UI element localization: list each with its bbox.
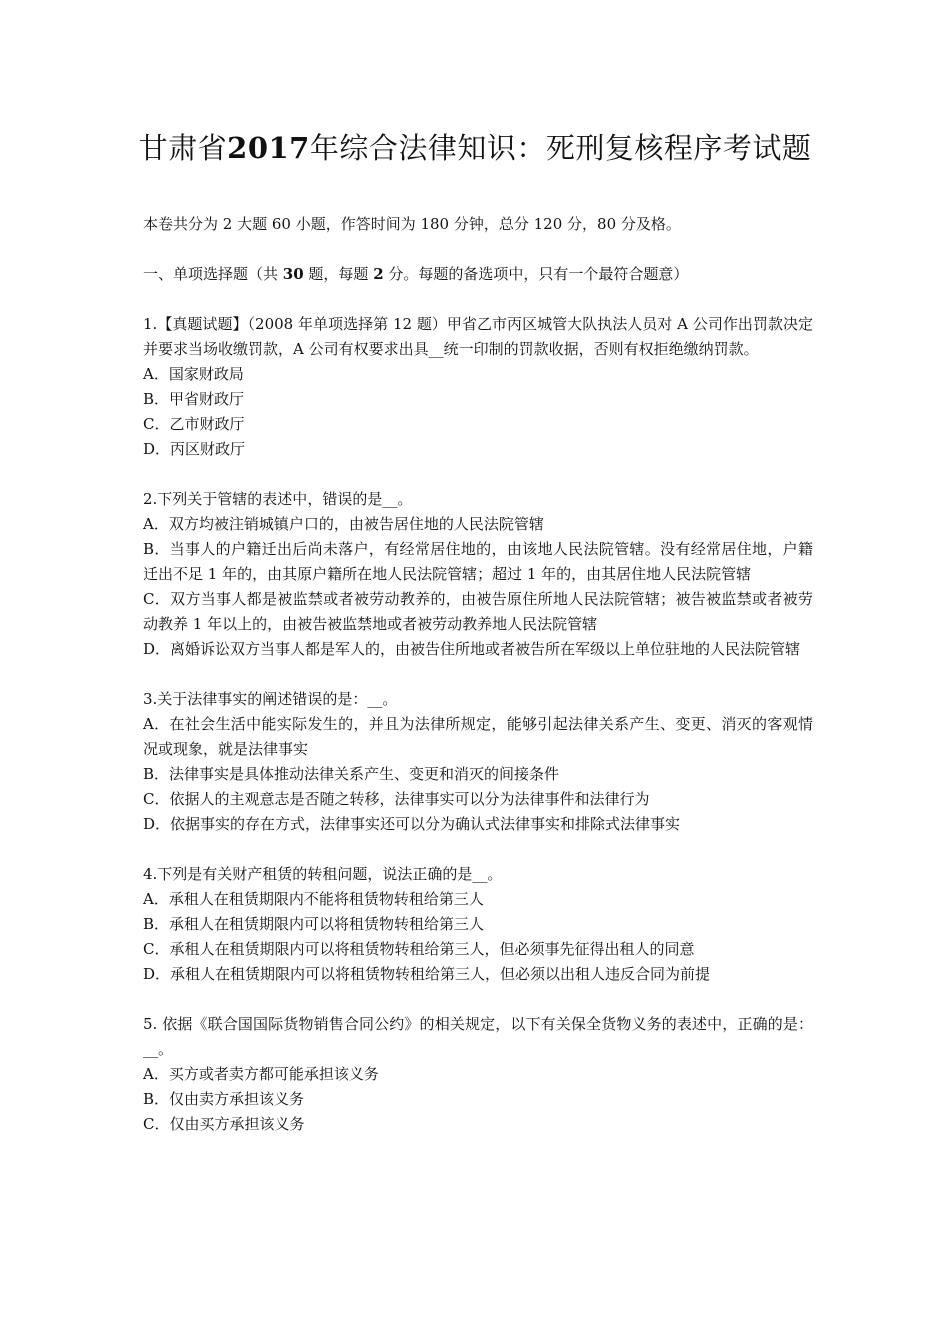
question-1 — [143, 312, 813, 462]
document-body — [143, 212, 813, 1162]
option-b: B．当事人的户籍迁出后尚未落户，有经常居住地的，由该地人民法院管辖。没有经常居住地，户籍迁出不足 1 年的，由其原户籍所在地人民法院管辖；超过 1 年的，由其居住地人民法院管辖 — [143, 540, 813, 583]
question-5 — [143, 1012, 813, 1137]
question-2 — [143, 487, 813, 662]
title-suffix: 年综合法律知识：死刑复核程序考试题 — [309, 131, 812, 165]
option-b: B．甲省财政厅 — [143, 390, 245, 408]
question-4 — [143, 862, 813, 987]
option-a: A．双方均被注销城镇户口的，由被告居住地的人民法院管辖 — [143, 515, 544, 533]
option-b: B．法律事实是具体推动法律关系产生、变更和消灭的间接条件 — [143, 765, 560, 783]
option-d: D．丙区财政厅 — [143, 440, 246, 458]
section-heading-part: 一、单项选择题（共 — [143, 265, 283, 283]
section-heading-part: 题，每题 — [303, 265, 374, 283]
question-stem: 5. 依据《联合国国际货物销售合同公约》的相关规定，以下有关保全货物义务的表述中，正确的是：__。 — [143, 1015, 813, 1058]
option-b: B．承租人在租赁期限内可以将租赁物转租给第三人 — [143, 915, 485, 933]
option-c: C．承租人在租赁期限内可以将租赁物转租给第三人，但必须事先征得出租人的同意 — [143, 940, 695, 958]
option-c: C．依据人的主观意志是否随之转移，法律事实可以分为法律事件和法律行为 — [143, 790, 650, 808]
question-stem: 2.下列关于管辖的表述中，错误的是__。 — [143, 490, 413, 508]
option-d: D．承租人在租赁期限内可以将租赁物转租给第三人，但必须以出租人违反合同为前提 — [143, 965, 711, 983]
option-d: D．离婚诉讼双方当事人都是军人的，由被告住所地或者被告所在军级以上单位驻地的人民法院管辖 — [143, 640, 801, 658]
option-c: C．乙市财政厅 — [143, 415, 245, 433]
question-3 — [143, 687, 813, 837]
option-b: B．仅由卖方承担该义务 — [143, 1090, 305, 1108]
option-d: D．依据事实的存在方式，法律事实还可以分为确认式法律事实和排除式法律事实 — [143, 815, 681, 833]
section-question-count: 30 — [282, 265, 304, 283]
exam-intro: 本卷共分为 2 大题 60 小题，作答时间为 180 分钟，总分 120 分，80 分及格。 — [143, 215, 681, 233]
document-title — [0, 128, 950, 168]
option-a: A．买方或者卖方都可能承担该义务 — [143, 1065, 379, 1083]
question-stem: 3.关于法律事实的阐述错误的是：__。 — [143, 690, 398, 708]
question-stem: 1.【真题试题】（2008 年单项选择第 12 题）甲省乙市丙区城管大队执法人员对 A 公司作出罚款决定并要求当场收缴罚款，A 公司有权要求出具__统一印制的罚款收据，否则有权拒绝缴纳罚款。 — [143, 315, 813, 358]
option-a: A．承租人在租赁期限内不能将租赁物转租给第三人 — [143, 890, 484, 908]
section-points: 2 — [373, 265, 384, 283]
question-stem: 4.下列是有关财产租赁的转租问题，说法正确的是__。 — [143, 865, 503, 883]
section-heading — [143, 262, 813, 287]
option-a: A．在社会生活中能实际发生的，并且为法律所规定，能够引起法律关系产生、变更、消灭的客观情况或现象，就是法律事实 — [143, 715, 813, 758]
title-year: 2017 — [227, 131, 310, 165]
option-c: C．仅由买方承担该义务 — [143, 1115, 305, 1133]
option-c: C．双方当事人都是被监禁或者被劳动教养的，由被告原住所地人民法院管辖；被告被监禁或者被劳动教养 1 年以上的，由被告被监禁地或者被劳动教养地人民法院管辖 — [143, 590, 813, 633]
title-prefix: 甘肃省 — [138, 131, 228, 165]
section-heading-part: 分。每题的备选项中，只有一个最符合题意） — [383, 265, 689, 283]
option-a: A．国家财政局 — [143, 365, 244, 383]
